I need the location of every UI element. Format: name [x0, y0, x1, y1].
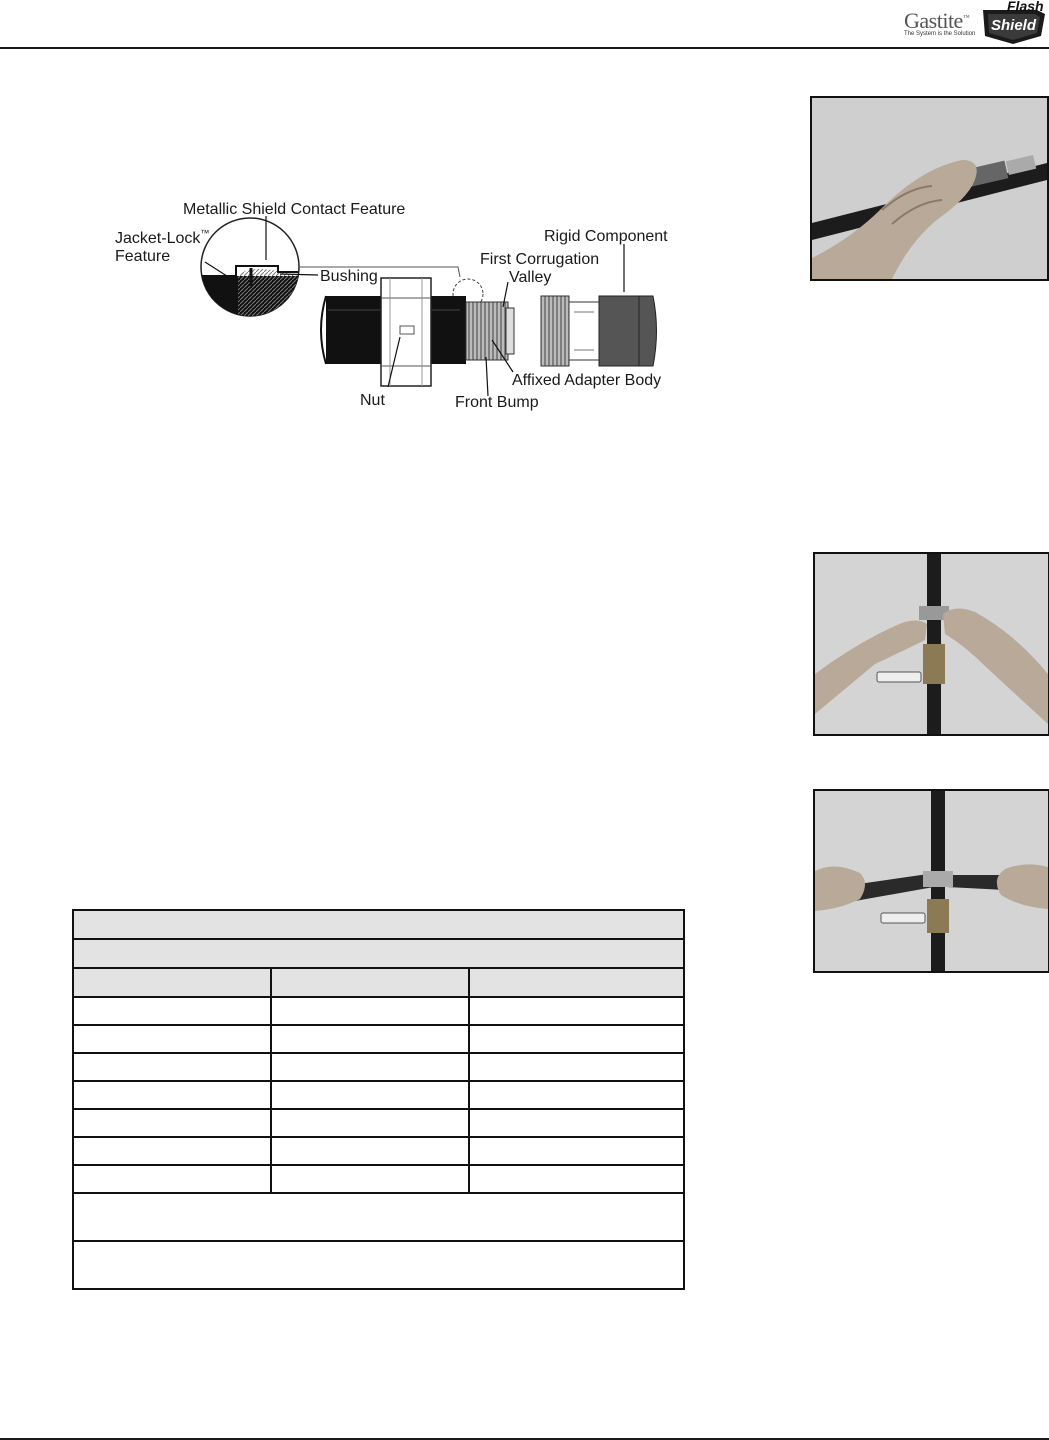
label-bushing: Bushing — [320, 268, 378, 285]
table-cell — [73, 1081, 271, 1109]
table-header-row — [73, 968, 684, 997]
table-cell — [469, 1025, 684, 1053]
table-cell — [73, 997, 271, 1025]
table-subtitle-row — [73, 939, 684, 968]
table-cell — [271, 1137, 469, 1165]
label-nut: Nut — [360, 392, 385, 409]
logo-flash-text: Flash — [1007, 0, 1044, 14]
hands-wrenching-fitting-photo-icon — [815, 791, 1048, 971]
label-affixed-adapter-body: Affixed Adapter Body — [512, 372, 662, 389]
table-cell — [469, 1165, 684, 1193]
table-cell — [73, 1053, 271, 1081]
header-rule — [0, 47, 1049, 49]
table-row — [73, 1137, 684, 1165]
table-cell — [73, 1137, 271, 1165]
front-bump-leader — [486, 357, 488, 396]
table-header-cell — [271, 968, 469, 997]
table-title-row — [73, 910, 684, 939]
table-row — [73, 1081, 684, 1109]
table-cell — [271, 1025, 469, 1053]
logo-gastite-text: Gastite™ — [904, 8, 970, 33]
table-cell — [73, 1165, 271, 1193]
fitting-assembly-diagram — [108, 192, 698, 417]
table-cell — [73, 1109, 271, 1137]
table-cell — [271, 1053, 469, 1081]
table-cell — [469, 1081, 684, 1109]
table-cell — [271, 1165, 469, 1193]
photo-threading-fitting — [813, 552, 1049, 736]
table-cell — [271, 997, 469, 1025]
label-jacket-lock-feature: Feature — [115, 248, 171, 265]
adapter-body — [541, 296, 657, 366]
table-header-cell — [469, 968, 684, 997]
table-cell — [469, 1137, 684, 1165]
table-row — [73, 1165, 684, 1193]
hands-threading-fitting-photo-icon — [815, 554, 1048, 734]
photo-wrenching-fitting — [813, 789, 1049, 973]
label-valley: Valley — [509, 269, 552, 286]
table-note-row — [73, 1193, 684, 1241]
spec-table — [72, 909, 685, 1290]
table-subtitle-cell — [73, 939, 684, 968]
logo-shield-text: Shield — [991, 17, 1037, 34]
photo-hand-holding-pipe — [810, 96, 1049, 281]
table-cell — [271, 1081, 469, 1109]
table-note-cell — [73, 1193, 684, 1241]
table-note-cell — [73, 1241, 684, 1289]
table-row — [73, 1053, 684, 1081]
pipe-and-nut — [321, 278, 514, 386]
table-header-cell — [73, 968, 271, 997]
label-rigid-component: Rigid Component — [544, 228, 668, 245]
table-note-row — [73, 1241, 684, 1289]
table-row — [73, 1109, 684, 1137]
table-cell — [469, 997, 684, 1025]
table-cell — [469, 1109, 684, 1137]
brand-logo — [898, 0, 1049, 44]
magnified-inset — [198, 218, 308, 326]
label-metallic-shield: Metallic Shield Contact Feature — [183, 201, 406, 218]
label-front-bump: Front Bump — [455, 394, 539, 411]
table-cell — [73, 1025, 271, 1053]
table-row — [73, 1025, 684, 1053]
label-jacket-lock: Jacket-Lock™ — [115, 228, 210, 247]
label-first-corrugation: First Corrugation — [480, 251, 600, 268]
table-cell — [271, 1109, 469, 1137]
hand-holding-pipe-photo-icon — [812, 98, 1047, 279]
table-row — [73, 997, 684, 1025]
logo-tagline: The System is the Solution — [904, 31, 976, 37]
flashshield-logo-icon — [979, 0, 1049, 44]
table-title-cell — [73, 910, 684, 939]
table-cell — [469, 1053, 684, 1081]
